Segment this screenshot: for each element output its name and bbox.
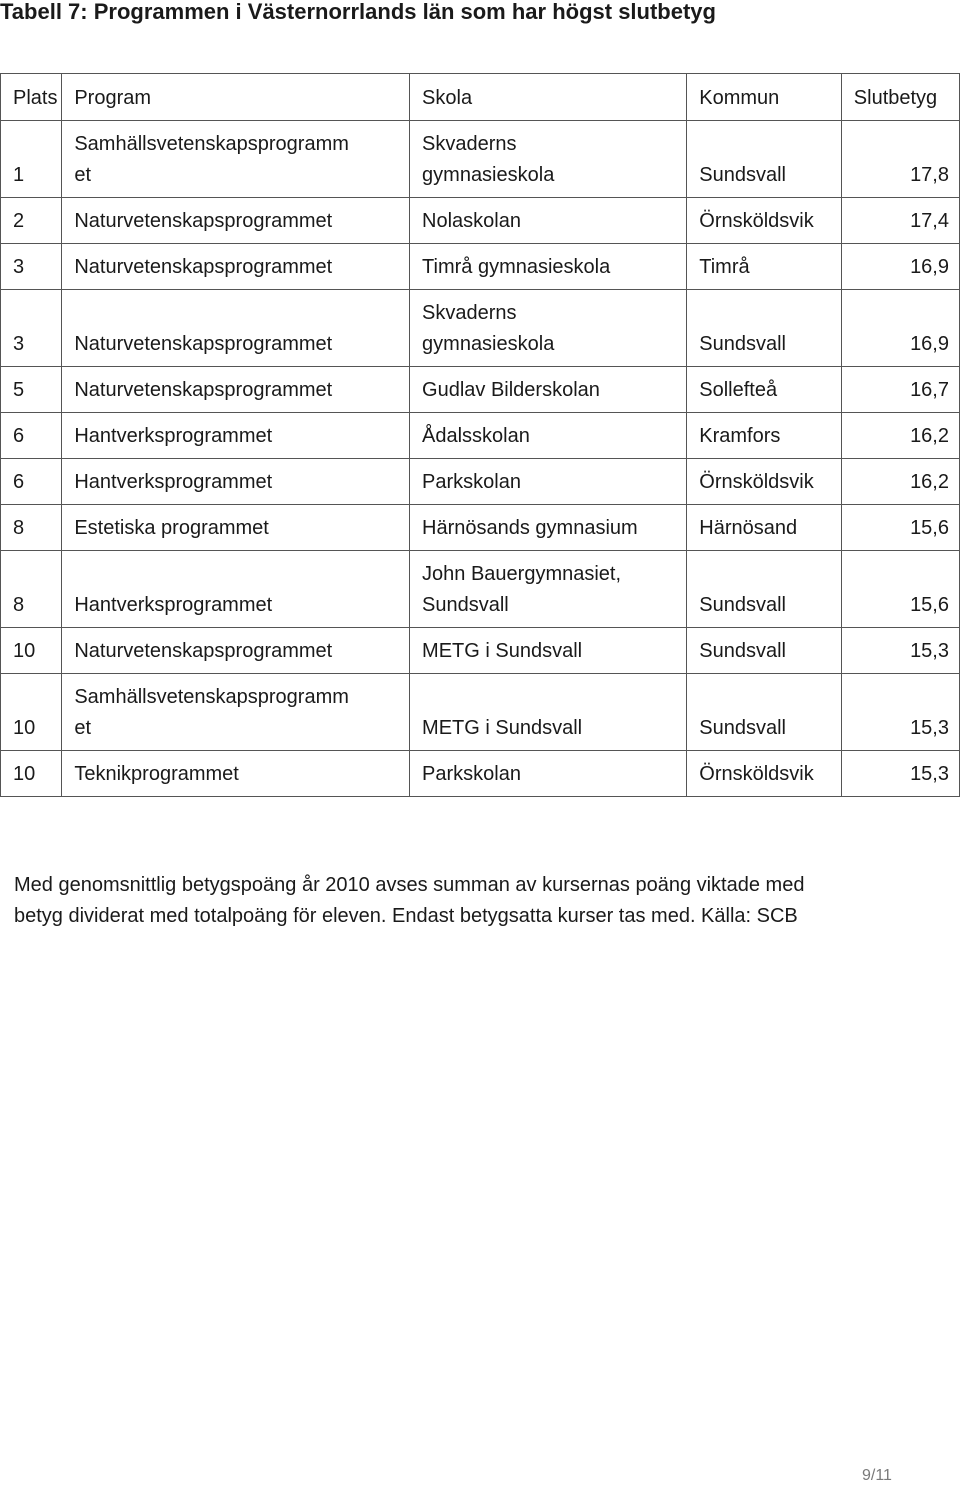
table-header-row bbox=[1, 74, 960, 121]
cell-plats: 3 bbox=[1, 244, 62, 290]
cell-kommun: Örnsköldsvik bbox=[687, 751, 842, 797]
cell-slutbetyg: 16,2 bbox=[841, 459, 959, 505]
cell-plats: 10 bbox=[1, 674, 62, 751]
cell-skola: Parkskolan bbox=[410, 459, 687, 505]
cell-kommun: Timrå bbox=[687, 244, 842, 290]
cell-kommun: Sollefteå bbox=[687, 367, 842, 413]
table-row bbox=[1, 198, 960, 244]
cell-skola: Skvaderns gymnasieskola bbox=[410, 121, 687, 198]
cell-program: Teknikprogrammet bbox=[62, 751, 410, 797]
cell-slutbetyg: 16,9 bbox=[841, 290, 959, 367]
ranking-table bbox=[0, 73, 960, 797]
cell-plats: 1 bbox=[1, 121, 62, 198]
cell-plats: 10 bbox=[1, 751, 62, 797]
cell-skola: Nolaskolan bbox=[410, 198, 687, 244]
cell-program: Hantverksprogrammet bbox=[62, 551, 410, 628]
cell-plats: 5 bbox=[1, 367, 62, 413]
cell-slutbetyg: 17,4 bbox=[841, 198, 959, 244]
table-row bbox=[1, 628, 960, 674]
header-skola: Skola bbox=[410, 74, 687, 121]
cell-skola: Parkskolan bbox=[410, 751, 687, 797]
table-row bbox=[1, 751, 960, 797]
table-row bbox=[1, 244, 960, 290]
cell-plats: 6 bbox=[1, 413, 62, 459]
table-body bbox=[1, 121, 960, 797]
cell-program: Samhällsvetenskapsprogramm et bbox=[62, 674, 410, 751]
cell-program: Naturvetenskapsprogrammet bbox=[62, 290, 410, 367]
table-row bbox=[1, 290, 960, 367]
cell-skola: METG i Sundsvall bbox=[410, 674, 687, 751]
cell-program: Estetiska programmet bbox=[62, 505, 410, 551]
table-row bbox=[1, 674, 960, 751]
cell-skola: Ådalsskolan bbox=[410, 413, 687, 459]
cell-program: Naturvetenskapsprogrammet bbox=[62, 628, 410, 674]
cell-plats: 8 bbox=[1, 505, 62, 551]
cell-plats: 8 bbox=[1, 551, 62, 628]
cell-program: Samhällsvetenskapsprogramm et bbox=[62, 121, 410, 198]
header-kommun: Kommun bbox=[687, 74, 842, 121]
cell-slutbetyg: 15,3 bbox=[841, 751, 959, 797]
cell-skola: Skvaderns gymnasieskola bbox=[410, 290, 687, 367]
cell-kommun: Sundsvall bbox=[687, 551, 842, 628]
cell-slutbetyg: 15,6 bbox=[841, 505, 959, 551]
cell-plats: 6 bbox=[1, 459, 62, 505]
page-title: Tabell 7: Programmen i Västernorrlands län som har högst slutbetyg bbox=[0, 0, 716, 24]
cell-program: Naturvetenskapsprogrammet bbox=[62, 198, 410, 244]
table-row bbox=[1, 413, 960, 459]
cell-slutbetyg: 16,7 bbox=[841, 367, 959, 413]
table-row bbox=[1, 505, 960, 551]
cell-kommun: Sundsvall bbox=[687, 674, 842, 751]
cell-plats: 3 bbox=[1, 290, 62, 367]
cell-slutbetyg: 16,9 bbox=[841, 244, 959, 290]
footnote: Med genomsnittlig betygspoäng år 2010 avses summan av kursernas poäng viktade med betyg dividerat med totalpoäng för eleven. Endast betygsatta kurser tas med. Källa: SCB bbox=[14, 874, 805, 927]
cell-kommun: Kramfors bbox=[687, 413, 842, 459]
table-row bbox=[1, 551, 960, 628]
page-number: 9/11 bbox=[862, 1467, 892, 1484]
cell-program: Naturvetenskapsprogrammet bbox=[62, 244, 410, 290]
cell-kommun: Örnsköldsvik bbox=[687, 459, 842, 505]
table-row bbox=[1, 459, 960, 505]
cell-skola: Härnösands gymnasium bbox=[410, 505, 687, 551]
cell-skola: John Bauergymnasiet, Sundsvall bbox=[410, 551, 687, 628]
cell-slutbetyg: 15,6 bbox=[841, 551, 959, 628]
cell-kommun: Sundsvall bbox=[687, 290, 842, 367]
cell-program: Hantverksprogrammet bbox=[62, 459, 410, 505]
cell-slutbetyg: 15,3 bbox=[841, 628, 959, 674]
header-plats: Plats bbox=[1, 74, 62, 121]
cell-kommun: Sundsvall bbox=[687, 121, 842, 198]
cell-slutbetyg: 16,2 bbox=[841, 413, 959, 459]
cell-slutbetyg: 17,8 bbox=[841, 121, 959, 198]
cell-kommun: Sundsvall bbox=[687, 628, 842, 674]
cell-skola: Gudlav Bilderskolan bbox=[410, 367, 687, 413]
cell-program: Hantverksprogrammet bbox=[62, 413, 410, 459]
cell-kommun: Örnsköldsvik bbox=[687, 198, 842, 244]
cell-slutbetyg: 15,3 bbox=[841, 674, 959, 751]
cell-skola: METG i Sundsvall bbox=[410, 628, 687, 674]
cell-program: Naturvetenskapsprogrammet bbox=[62, 367, 410, 413]
table-row bbox=[1, 367, 960, 413]
cell-plats: 2 bbox=[1, 198, 62, 244]
cell-skola: Timrå gymnasieskola bbox=[410, 244, 687, 290]
header-slutbetyg: Slutbetyg bbox=[841, 74, 959, 121]
table-row bbox=[1, 121, 960, 198]
cell-plats: 10 bbox=[1, 628, 62, 674]
cell-kommun: Härnösand bbox=[687, 505, 842, 551]
header-program: Program bbox=[62, 74, 410, 121]
